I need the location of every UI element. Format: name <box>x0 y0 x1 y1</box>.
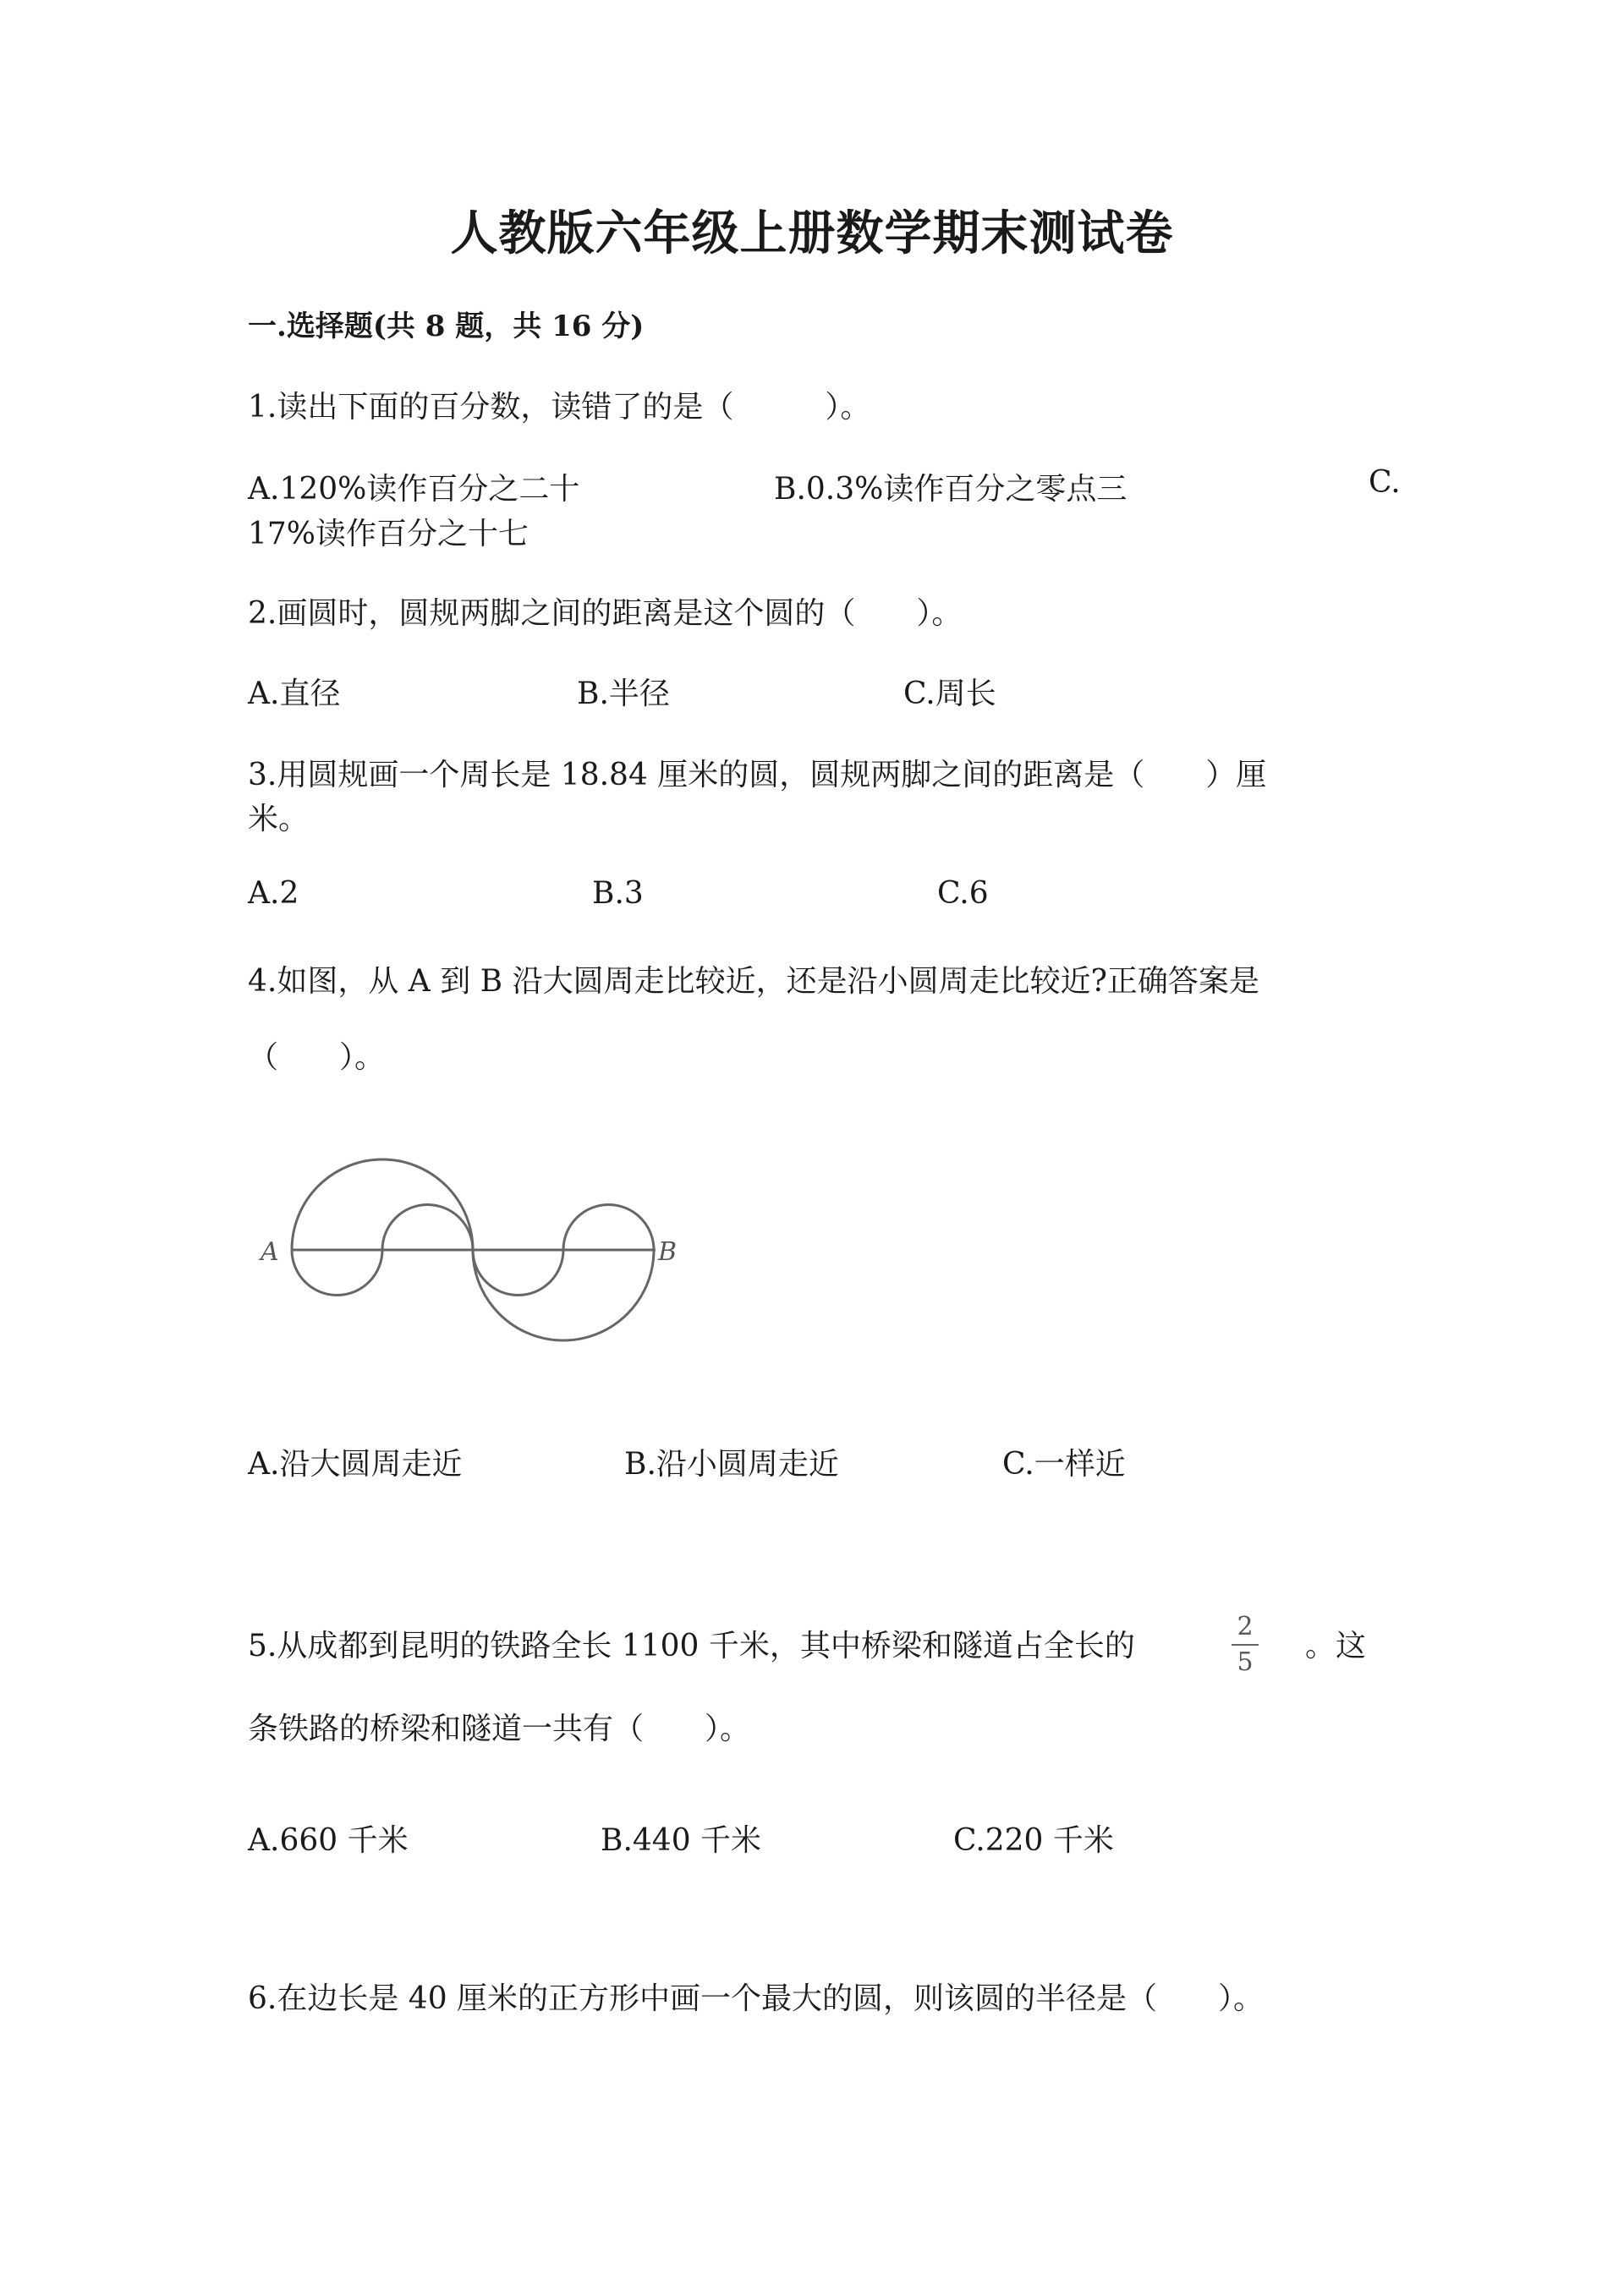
q2-option-a: A.直径 <box>248 677 341 711</box>
question-5-line-2: 条铁路的桥梁和隧道一共有（ ）。 <box>248 1712 751 1746</box>
fraction-bar <box>1232 1644 1259 1646</box>
small-semicircle-2 <box>382 1205 473 1250</box>
question-5-line-1-start: 5.从成都到昆明的铁路全长 1100 千米，其中桥梁和隧道占全长的 <box>248 1629 1135 1663</box>
q4-option-b: B.沿小圆周走近 <box>624 1447 839 1482</box>
section-heading: 一.选择题(共 8 题，共 16 分) <box>248 310 645 343</box>
q5-option-c: C.220 千米 <box>953 1823 1114 1858</box>
q3-option-b: B.3 <box>592 876 644 911</box>
q1-option-a: A.120%读作百分之二十 <box>248 472 580 507</box>
large-semicircle-bottom <box>473 1250 654 1340</box>
q1-option-c-text: 17%读作百分之十七 <box>248 517 529 551</box>
question-1: 1.读出下面的百分数，读错了的是（ ）。 <box>248 390 871 425</box>
point-a-label: A <box>261 1237 279 1267</box>
q4-option-a: A.沿大圆周走近 <box>248 1447 463 1482</box>
small-semicircle-3 <box>473 1250 563 1296</box>
q4-option-c: C.一样近 <box>1002 1447 1126 1482</box>
small-semicircle-1 <box>292 1250 382 1296</box>
q1-option-b: B.0.3%读作百分之零点三 <box>774 472 1127 507</box>
q2-option-c: C.周长 <box>903 677 996 711</box>
q1-option-c-label: C. <box>1369 465 1401 500</box>
question-3-line-2: 米。 <box>248 802 310 836</box>
small-semicircle-4 <box>563 1205 654 1251</box>
q3-option-a: A.2 <box>248 876 299 911</box>
fraction-two-fifths <box>1228 1612 1262 1678</box>
fraction-denominator: 5 <box>1237 1647 1254 1677</box>
question-5-line-1-end: 。这 <box>1305 1629 1367 1663</box>
q2-option-b: B.半径 <box>577 677 670 711</box>
q3-option-c: C.6 <box>937 876 989 911</box>
question-6: 6.在边长是 40 厘米的正方形中画一个最大的圆，则该圆的半径是（ ）。 <box>248 1981 1265 2016</box>
question-3-line-1: 3.用圆规画一个周长是 18.84 厘米的圆，圆规两脚之间的距离是（ ）厘 <box>248 758 1267 792</box>
circle-path-figure <box>254 1142 694 1353</box>
page-title: 人教版六年级上册数学期末测试卷 <box>450 205 1174 261</box>
q5-option-b: B.440 千米 <box>601 1823 762 1858</box>
large-semicircle-top <box>292 1159 473 1250</box>
fraction-numerator: 2 <box>1237 1612 1254 1641</box>
question-2: 2.画圆时，圆规两脚之间的距离是这个圆的（ ）。 <box>248 596 963 631</box>
q5-option-a: A.660 千米 <box>248 1823 409 1858</box>
question-4-line-1: 4.如图，从 A 到 B 沿大圆周走比较近，还是沿小圆周走比较近?正确答案是 <box>248 964 1259 999</box>
question-4-line-2: （ ）。 <box>248 1040 386 1075</box>
point-b-label: B <box>658 1237 678 1267</box>
